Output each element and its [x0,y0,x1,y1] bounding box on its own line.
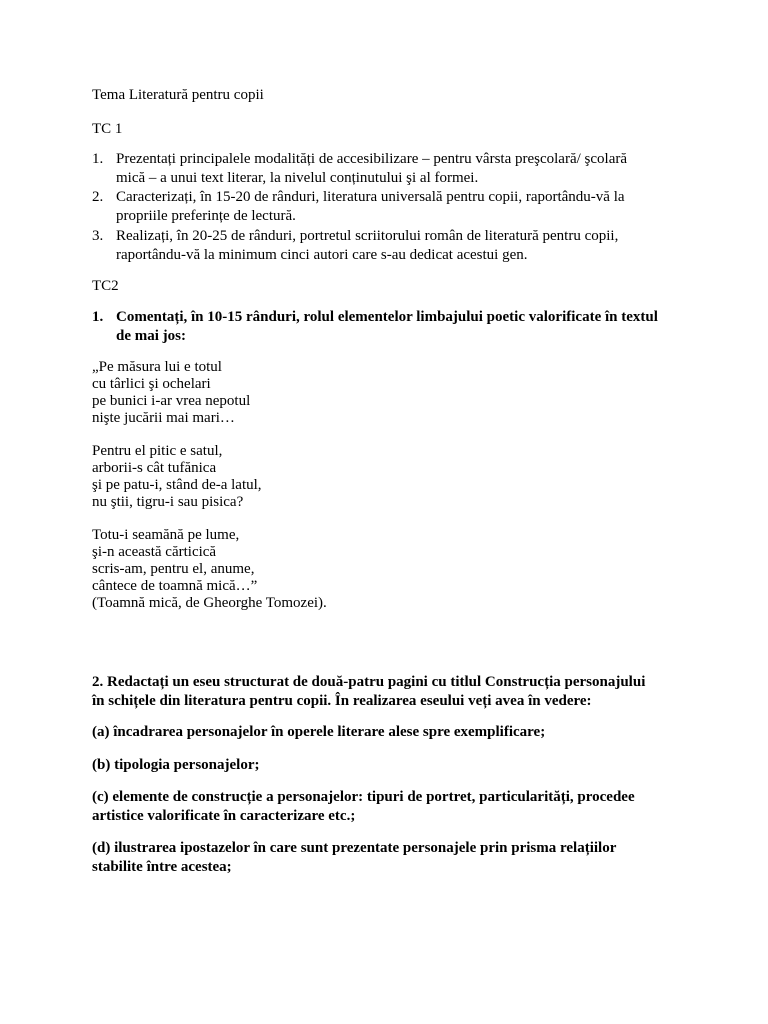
poem-line: scris-am, pentru el, anume, [92,561,255,577]
essay-point-d: stabilite între acestea; [92,859,232,875]
poem-line: Totu-i seamănă pe lume, [92,527,240,543]
essay-task-text: în schițele din literatura pentru copii. În realizarea eseului veți avea în vedere: [92,693,592,709]
poem-line: şi-n această cărticică [92,544,217,560]
poem-line: pe bunici i-ar vrea nepotul [92,393,251,409]
essay-point-c: artistice valorificate în caracterizare etc.; [92,808,356,824]
poem-line: Pentru el pitic e satul, [92,443,223,459]
poem-line: „Pe măsura lui e totul [92,359,222,375]
list-item-text: Comentați, în 10-15 rânduri, rolul elementelor limbajului poetic valorificate în textul [116,309,658,325]
document-title: Tema Literatură pentru copii [92,87,264,103]
list-item-text: Caracterizați, în 15-20 de rânduri, literatura universală pentru copii, raportându-vă la [116,189,625,205]
list-item-number: 1. [92,151,104,167]
poem-line: nişte jucării mai mari… [92,410,235,426]
poem-line: arborii-s cât tufănica [92,460,217,476]
list-item-number: 1. [92,309,104,325]
list-item-text: raportându-vă la minimum cinci autori care s-au dedicat acestui gen. [116,247,528,263]
section-heading-tc2: TC2 [92,278,119,294]
essay-task-text: 2. Redactați un eseu structurat de două-patru pagini cu titlul Construcția personajului [92,674,646,690]
poem-source: (Toamnă mică, de Gheorghe Tomozei). [92,595,327,611]
list-item-number: 2. [92,189,104,205]
poem-line: şi pe patu-i, stând de-a latul, [92,477,262,493]
poem-line: cântece de toamnă mică…” [92,578,258,594]
list-item-text: Prezentați principalele modalități de accesibilizare – pentru vârsta preşcolară/ şcolară [116,151,628,167]
essay-point-d: (d) ilustrarea ipostazelor în care sunt prezentate personajele prin prisma relațiilor [92,840,617,856]
list-item-number: 3. [92,228,104,244]
list-item-text: propriile preferințe de lectură. [116,208,296,224]
poem-line: cu târlici şi ochelari [92,376,211,392]
poem-line: nu ştii, tigru-i sau pisica? [92,494,244,510]
essay-point-c: (c) elemente de construcție a personajelor: tipuri de portret, particularități, procedee [92,789,635,805]
list-item-text: mică – a unui text literar, la nivelul conținutului şi al formei. [116,170,479,186]
essay-point-a: (a) încadrarea personajelor în operele literare alese spre exemplificare; [92,724,546,740]
section-heading-tc1: TC 1 [92,121,123,137]
list-item-text: de mai jos: [116,328,186,344]
list-item-text: Realizați, în 20-25 de rânduri, portretul scriitorului român de literatură pentru copii, [116,228,619,244]
essay-point-b: (b) tipologia personajelor; [92,757,260,773]
